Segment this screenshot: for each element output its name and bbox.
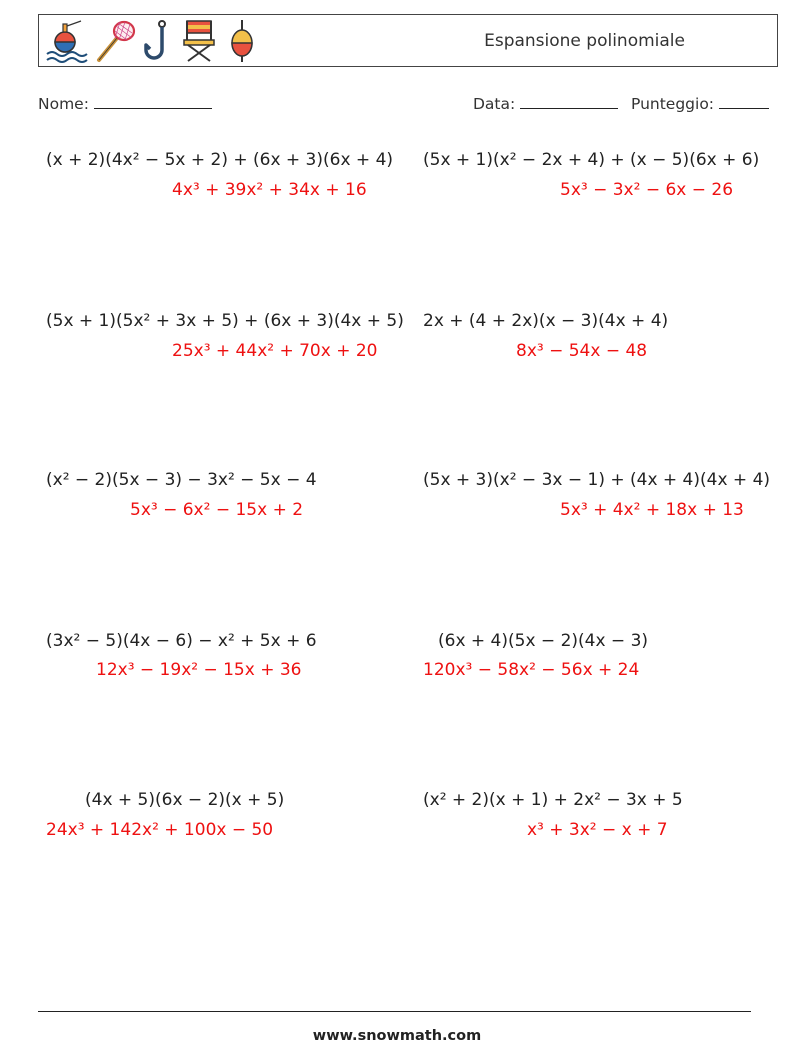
name-blank[interactable] [94, 93, 212, 109]
name-field [38, 93, 212, 113]
problem-2-answer: 5x³ − 3x² − 6x − 26 [560, 180, 734, 200]
score-field [631, 93, 769, 113]
worksheet-title: Espansione polinomiale [484, 31, 685, 51]
problem-7-question: (3x² − 5)(4x − 6) − x² + 5x + 6 [46, 631, 317, 651]
problem-8-question: (6x + 4)(5x − 2)(4x − 3) [438, 631, 649, 651]
problem-6-question: (5x + 3)(x² − 3x − 1) + (4x + 4)(4x + 4) [423, 470, 771, 490]
problem-5-question: (x² − 2)(5x − 3) − 3x² − 5x − 4 [46, 470, 317, 490]
folding-chair-icon [181, 18, 219, 64]
name-label: Nome: [38, 95, 89, 113]
float-icon [225, 18, 259, 64]
problem-9-answer: 24x³ + 142x² + 100x − 50 [46, 820, 274, 840]
score-label: Punteggio: [631, 95, 715, 113]
problem-10-question: (x² + 2)(x + 1) + 2x² − 3x + 5 [423, 790, 683, 810]
problem-2-question: (5x + 1)(x² − 2x + 4) + (x − 5)(6x + 6) [423, 150, 760, 170]
problem-1-question: (x + 2)(4x² − 5x + 2) + (6x + 3)(6x + 4) [46, 150, 394, 170]
problem-3-answer: 25x³ + 44x² + 70x + 20 [172, 341, 378, 361]
date-field [473, 93, 618, 113]
date-label: Data: [473, 95, 516, 113]
worksheet-header [38, 14, 778, 67]
problem-4-question: 2x + (4 + 2x)(x − 3)(4x + 4) [423, 311, 669, 331]
problem-7-answer: 12x³ − 19x² − 15x + 36 [96, 660, 302, 680]
fishing-bobber-icon [45, 18, 89, 64]
problem-8-answer: 120x³ − 58x² − 56x + 24 [423, 660, 640, 680]
problem-10-answer: x³ + 3x² − x + 7 [527, 820, 668, 840]
problem-6-answer: 5x³ + 4x² + 18x + 13 [560, 500, 744, 520]
footer-divider [38, 1011, 751, 1012]
problem-1-answer: 4x³ + 39x² + 34x + 16 [172, 180, 367, 200]
fishing-hook-icon [143, 18, 175, 64]
footer-url[interactable]: www.snowmath.com [312, 1028, 482, 1044]
score-blank[interactable] [719, 93, 769, 109]
header-icons [45, 18, 259, 64]
problem-3-question: (5x + 1)(5x² + 3x + 5) + (6x + 3)(4x + 5) [46, 311, 404, 331]
fishing-net-icon [95, 18, 137, 64]
problem-4-answer: 8x³ − 54x − 48 [516, 341, 648, 361]
problem-9-question: (4x + 5)(6x − 2)(x + 5) [85, 790, 285, 810]
date-blank[interactable] [520, 93, 618, 109]
problem-5-answer: 5x³ − 6x² − 15x + 2 [130, 500, 304, 520]
